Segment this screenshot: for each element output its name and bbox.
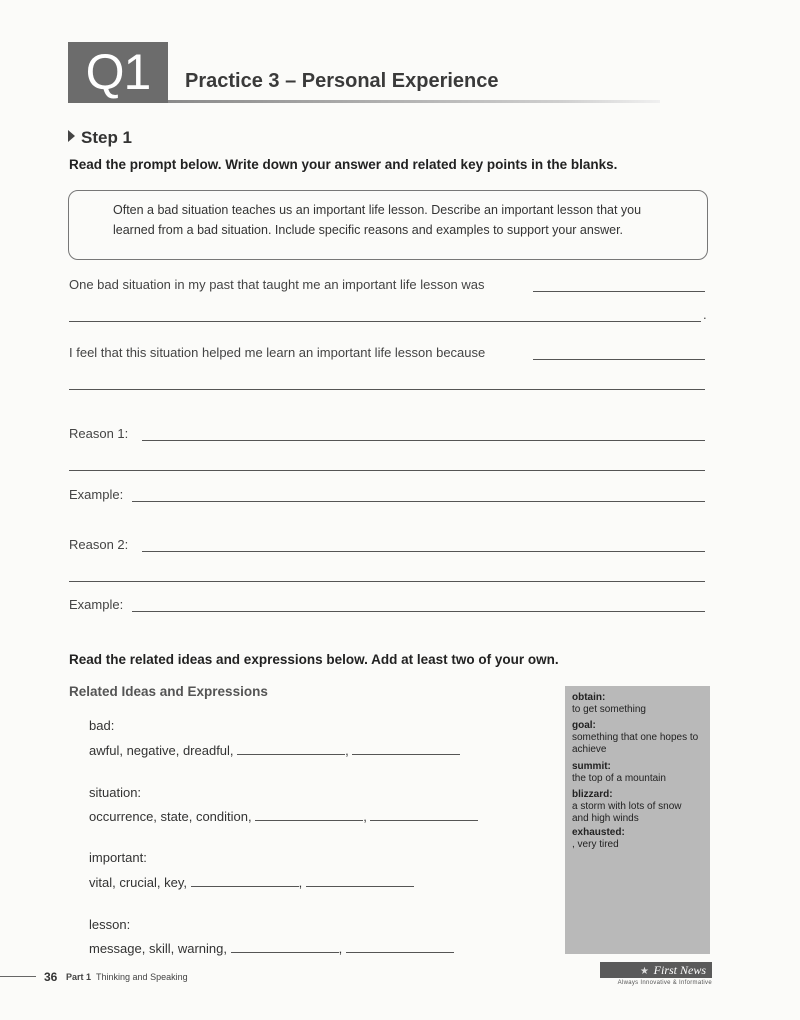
logo-text: First News [653, 963, 706, 977]
answer-blank-2b[interactable] [69, 389, 705, 390]
answer-line-2-label: I feel that this situation helped me learn an important life lesson because [69, 345, 486, 360]
related-words-situation [89, 809, 478, 824]
glossary-term: summit: [572, 761, 611, 772]
prompt-box [68, 190, 708, 260]
instruction: Read the prompt below. Write down your answer and related key points in the blanks. [69, 157, 618, 172]
related-title: Related Ideas and Expressions [69, 684, 268, 699]
related-blank[interactable] [255, 820, 363, 821]
answer-blank-1b[interactable] [69, 321, 701, 322]
related-comma: , [298, 875, 303, 890]
related-blank[interactable] [231, 952, 339, 953]
related-comma: , [338, 941, 343, 956]
question-badge: Q1 [68, 42, 168, 103]
logo-tagline: Always Innovative & Informative [617, 980, 712, 986]
related-words-text: vital, crucial, key, [89, 875, 188, 890]
answer-blank-2a[interactable] [533, 359, 705, 360]
example-1-label: Example: [69, 487, 124, 502]
reason-2-blank-b[interactable] [69, 581, 705, 582]
glossary-entry [572, 761, 704, 785]
related-blank[interactable] [191, 886, 299, 887]
related-blank[interactable] [237, 754, 345, 755]
example-1-blank[interactable] [132, 501, 705, 502]
related-comma: , [345, 743, 349, 758]
glossary-term: blizzard: [572, 789, 613, 800]
answer-line-1-label: One bad situation in my past that taught me an important life lesson was [69, 277, 485, 292]
step-heading [68, 128, 132, 148]
related-head-important: important: [89, 850, 147, 865]
footer-part: Part 1 [66, 972, 92, 982]
footer-section-title: Thinking and Speaking [96, 972, 188, 982]
footer-section [66, 972, 188, 982]
related-words-lesson [89, 941, 454, 956]
related-head-situation: situation: [89, 785, 142, 800]
related-comma: , [363, 809, 367, 824]
related-words-text: message, skill, warning, [89, 941, 227, 956]
glossary-entry [572, 692, 704, 716]
example-2-label: Example: [69, 597, 124, 612]
triangle-icon [68, 130, 75, 142]
page-number: 36 [44, 970, 58, 984]
related-words-important [89, 875, 414, 890]
step-label: Step 1 [81, 128, 133, 147]
reason-1-label: Reason 1: [69, 426, 129, 441]
related-head-bad: bad: [89, 718, 115, 733]
glossary-entry [572, 720, 704, 756]
glossary-def: , very tired [572, 839, 619, 850]
glossary-term: exhausted: [572, 827, 625, 838]
title-underline [168, 100, 660, 103]
related-head-lesson: lesson: [89, 917, 131, 932]
answer-line-1-period: . [703, 307, 707, 322]
reason-1-blank-b[interactable] [69, 470, 705, 471]
footer-rule [0, 976, 36, 977]
answer-blank-1a[interactable] [533, 291, 705, 292]
star-icon: ★ [640, 966, 649, 977]
related-words-text: occurrence, state, condition, [89, 809, 252, 824]
glossary-box [565, 686, 710, 954]
prompt-text: Often a bad situation teaches us an important life lesson. Describe an important lesson that you learned from a bad situation. Include specific reasons and examples to support your answer. [113, 203, 642, 237]
related-blank[interactable] [306, 886, 414, 887]
related-blank[interactable] [346, 952, 454, 953]
glossary-def: to get something [572, 704, 646, 715]
related-blank[interactable] [352, 754, 460, 755]
reason-2-label: Reason 2: [69, 537, 129, 552]
example-2-blank[interactable] [132, 611, 705, 612]
publisher-logo [600, 962, 712, 978]
glossary-term: goal: [572, 720, 596, 731]
page-title: Practice 3 – Personal Experience [185, 70, 499, 92]
reason-2-blank-a[interactable] [142, 551, 705, 552]
glossary-def: a storm with lots of snow and high winds [572, 801, 682, 824]
glossary-def: something that one hopes to achieve [572, 732, 699, 755]
glossary-term: obtain: [572, 692, 606, 703]
glossary-entry [572, 827, 704, 851]
related-blank[interactable] [370, 820, 478, 821]
related-words-text: awful, negative, dreadful, [89, 743, 234, 758]
reason-1-blank-a[interactable] [142, 440, 705, 441]
glossary-entry [572, 789, 697, 825]
instruction-2: Read the related ideas and expressions below. Add at least two of your own. [69, 652, 559, 667]
glossary-def: the top of a mountain [572, 773, 666, 784]
related-words-bad [89, 743, 460, 758]
